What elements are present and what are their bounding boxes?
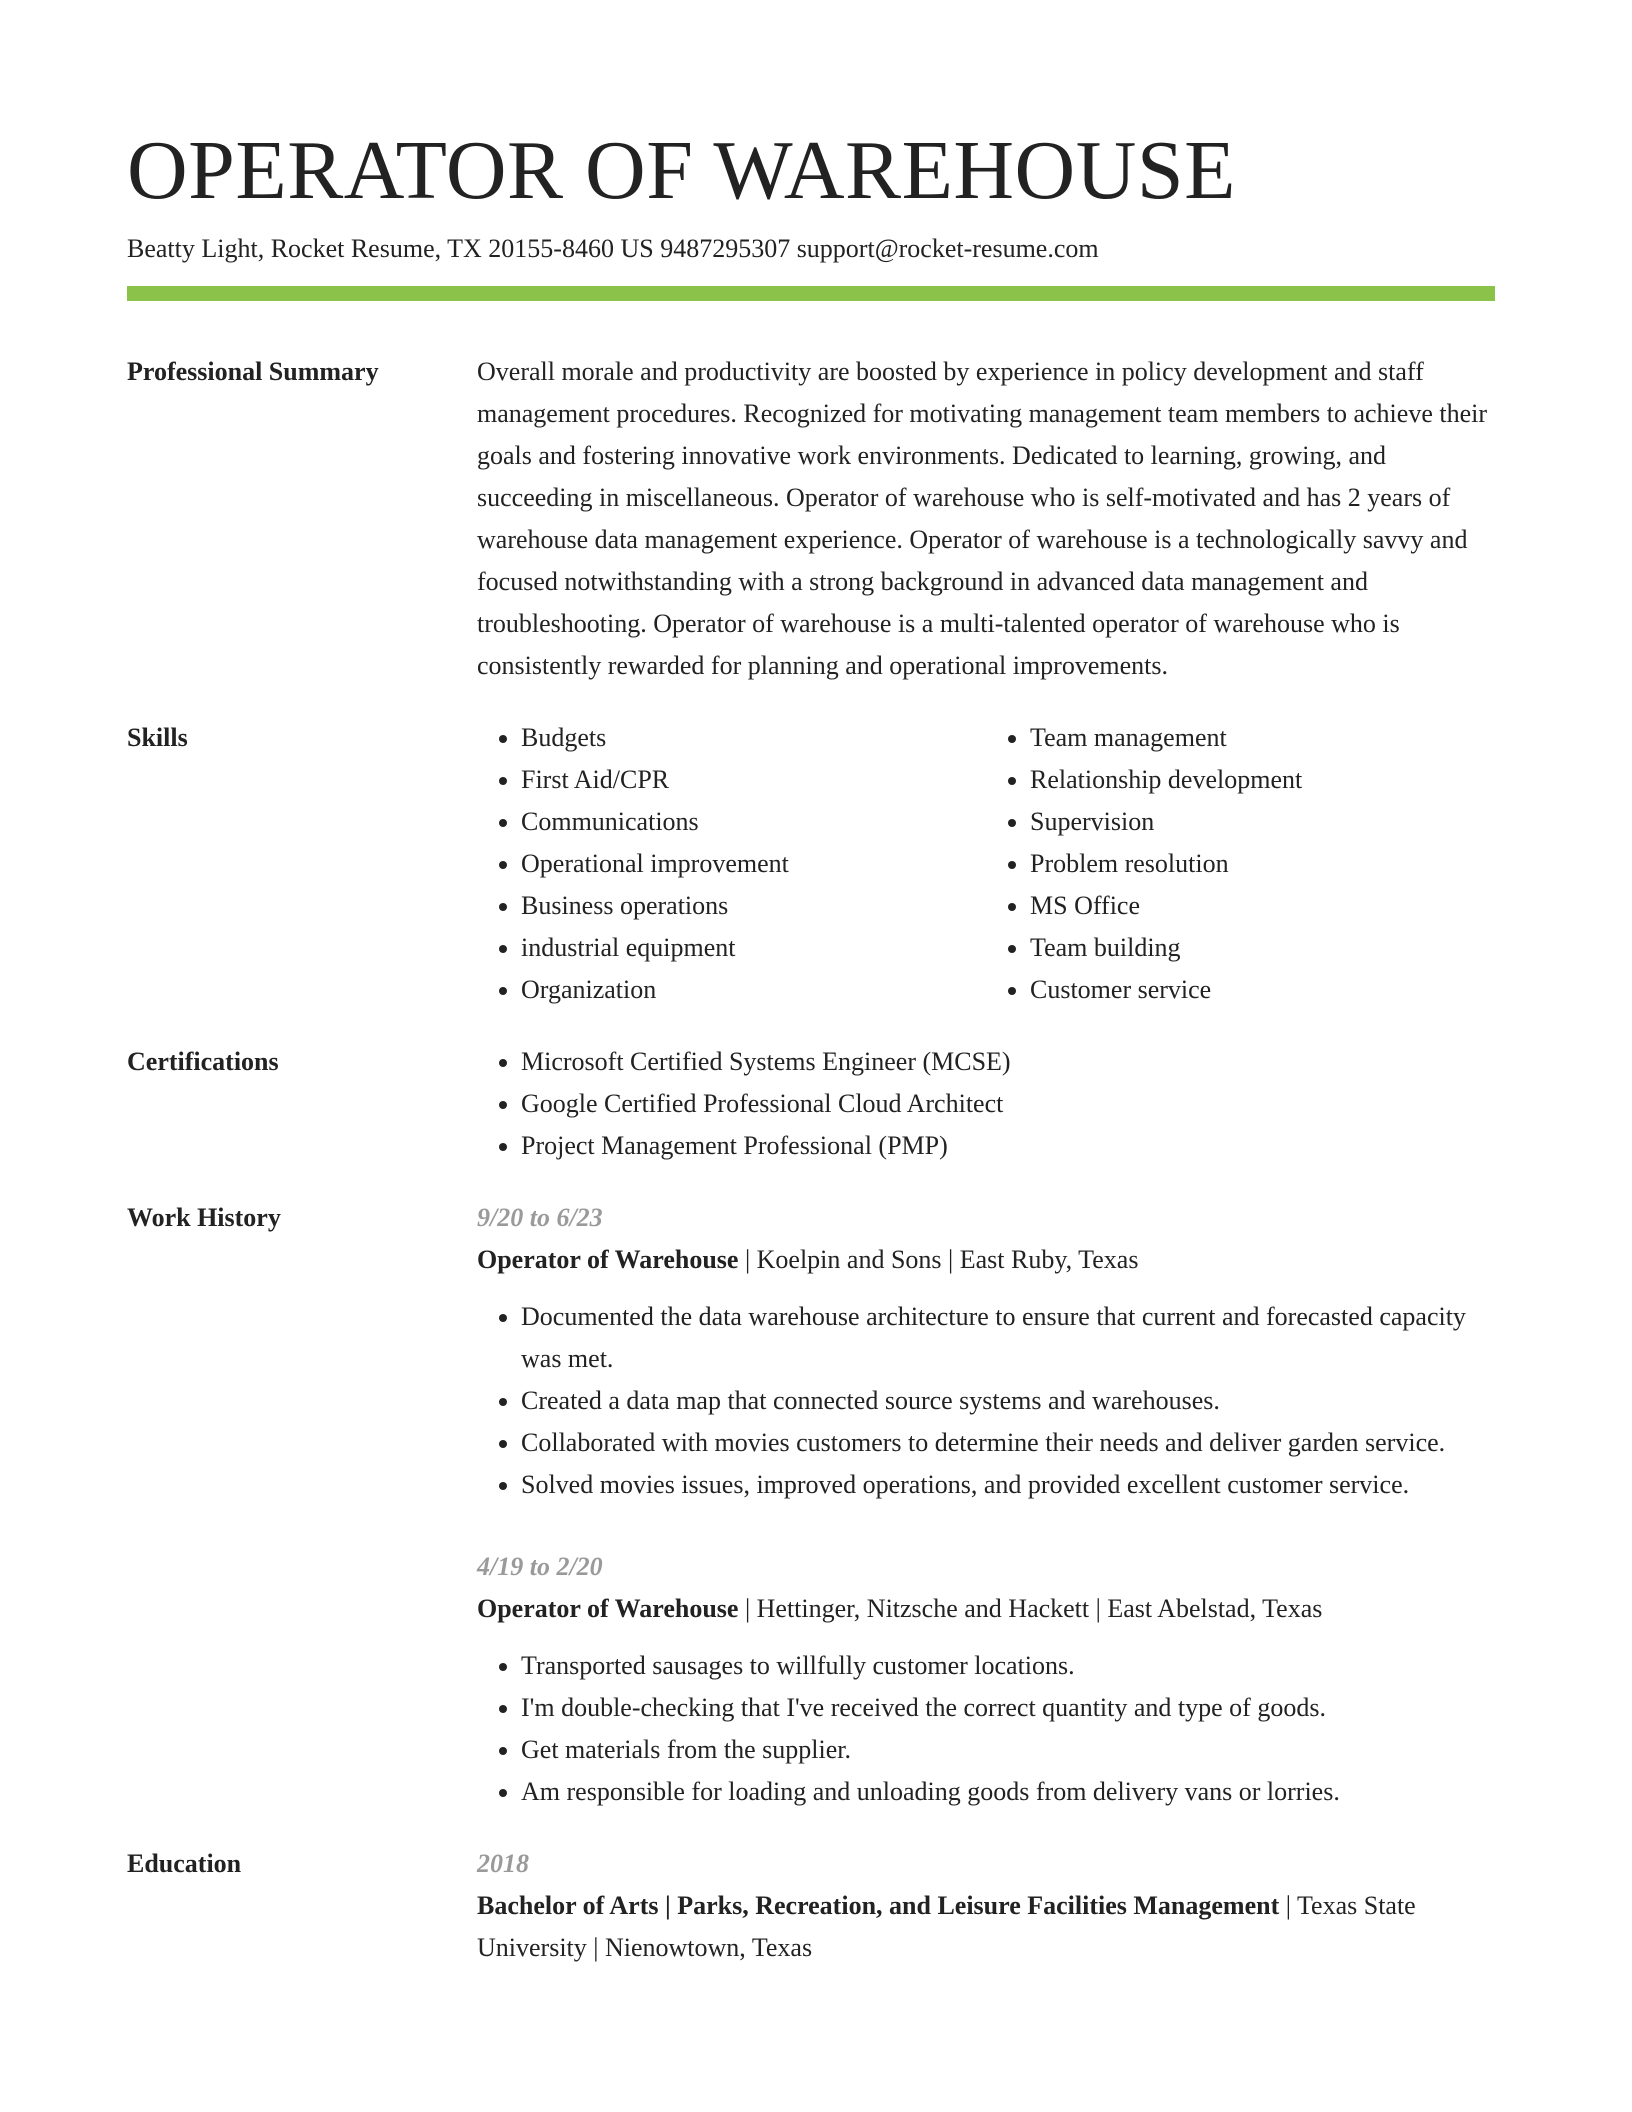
job-duty: • Solved movies issues, improved operations, and provided excellent customer service. <box>521 1464 1495 1506</box>
job-entry <box>477 1197 1495 1506</box>
job-duty: • Get materials from the supplier. <box>521 1729 1495 1771</box>
skill-item: • Team building <box>1030 927 1495 969</box>
certifications-list <box>477 1041 1495 1167</box>
skill-item: • Organization <box>521 969 986 1011</box>
degree-title: Bachelor of Arts | Parks, Recreation, and Leisure Facilities Management <box>477 1891 1280 1920</box>
skill-item: • Team management <box>1030 717 1495 759</box>
job-duty: • Am responsible for loading and unloading goods from delivery vans or lorries. <box>521 1771 1495 1813</box>
job-duty: • Collaborated with movies customers to determine their needs and deliver garden service. <box>521 1422 1495 1464</box>
contact-line: Beatty Light, Rocket Resume, TX 20155-8460 US 9487295307 support@rocket-resume.com <box>127 234 1099 263</box>
skill-item: • Operational improvement <box>521 843 986 885</box>
certifications-heading: Certifications <box>127 1047 279 1076</box>
skill-item: • Customer service <box>1030 969 1495 1011</box>
summary-heading: Professional Summary <box>127 357 379 386</box>
job-duties <box>477 1645 1495 1813</box>
education-heading: Education <box>127 1849 242 1878</box>
school-details: | Texas State University | Nienowtown, Texas <box>477 1891 1416 1962</box>
summary-text: Overall morale and productivity are boosted by experience in policy development and staff management procedures. Recognized for motivating management team members to achieve their goals and fostering innovative work environments. Dedicated to learning, growing, and succeeding in miscellaneous. Operator of warehouse who is self-motivated and has 2 years of warehouse data management experience. Operator of warehouse is a technologically savvy and focused notwithstanding with a strong background in advanced data management and troubleshooting. Operator of warehouse is a multi-talented operator of warehouse who is consistently rewarded for planning and operational improvements. <box>477 357 1488 680</box>
resume-page <box>127 0 1495 1969</box>
job-employer: | Hettinger, Nitzsche and Hackett | East Abelstad, Texas <box>738 1594 1323 1623</box>
skills-section <box>127 717 1495 1011</box>
job-duty: • Documented the data warehouse architecture to ensure that current and forecasted capacity was met. <box>521 1296 1495 1380</box>
job-header <box>477 1588 1495 1630</box>
skill-item: • Problem resolution <box>1030 843 1495 885</box>
job-duties <box>477 1296 1495 1506</box>
candidate-name: OPERATOR OF WAREHOUSE <box>127 124 1236 217</box>
education-section <box>127 1843 1495 1969</box>
job-duty: • Transported sausages to willfully customer locations. <box>521 1645 1495 1687</box>
skill-item: • industrial equipment <box>521 927 986 969</box>
skill-item: • First Aid/CPR <box>521 759 986 801</box>
job-dates: 4/19 to 2/20 <box>477 1552 603 1581</box>
skill-item: • Relationship development <box>1030 759 1495 801</box>
job-duty: • Created a data map that connected source systems and warehouses. <box>521 1380 1495 1422</box>
job-header <box>477 1239 1495 1281</box>
skill-item: • Business operations <box>521 885 986 927</box>
certifications-section <box>127 1041 1495 1167</box>
certification-item: • Microsoft Certified Systems Engineer (MCSE) <box>521 1041 1495 1083</box>
work-history-heading: Work History <box>127 1203 281 1232</box>
skills-heading: Skills <box>127 723 188 752</box>
job-entry <box>477 1546 1495 1813</box>
skill-item: • Supervision <box>1030 801 1495 843</box>
job-employer: | Koelpin and Sons | East Ruby, Texas <box>738 1245 1139 1274</box>
skill-item: • Communications <box>521 801 986 843</box>
work-history-section <box>127 1197 1495 1813</box>
skill-item: • MS Office <box>1030 885 1495 927</box>
education-year: 2018 <box>477 1849 529 1878</box>
accent-divider <box>127 286 1495 301</box>
summary-section <box>127 351 1495 687</box>
education-entry <box>477 1885 1495 1969</box>
job-duty: • I'm double-checking that I've received the correct quantity and type of goods. <box>521 1687 1495 1729</box>
skills-list-left <box>477 717 986 1011</box>
skills-list-right <box>986 717 1495 1011</box>
certification-item: • Project Management Professional (PMP) <box>521 1125 1495 1167</box>
job-dates: 9/20 to 6/23 <box>477 1203 603 1232</box>
job-title: Operator of Warehouse <box>477 1594 739 1623</box>
skill-item: • Budgets <box>521 717 986 759</box>
certification-item: • Google Certified Professional Cloud Architect <box>521 1083 1495 1125</box>
job-title: Operator of Warehouse <box>477 1245 739 1274</box>
